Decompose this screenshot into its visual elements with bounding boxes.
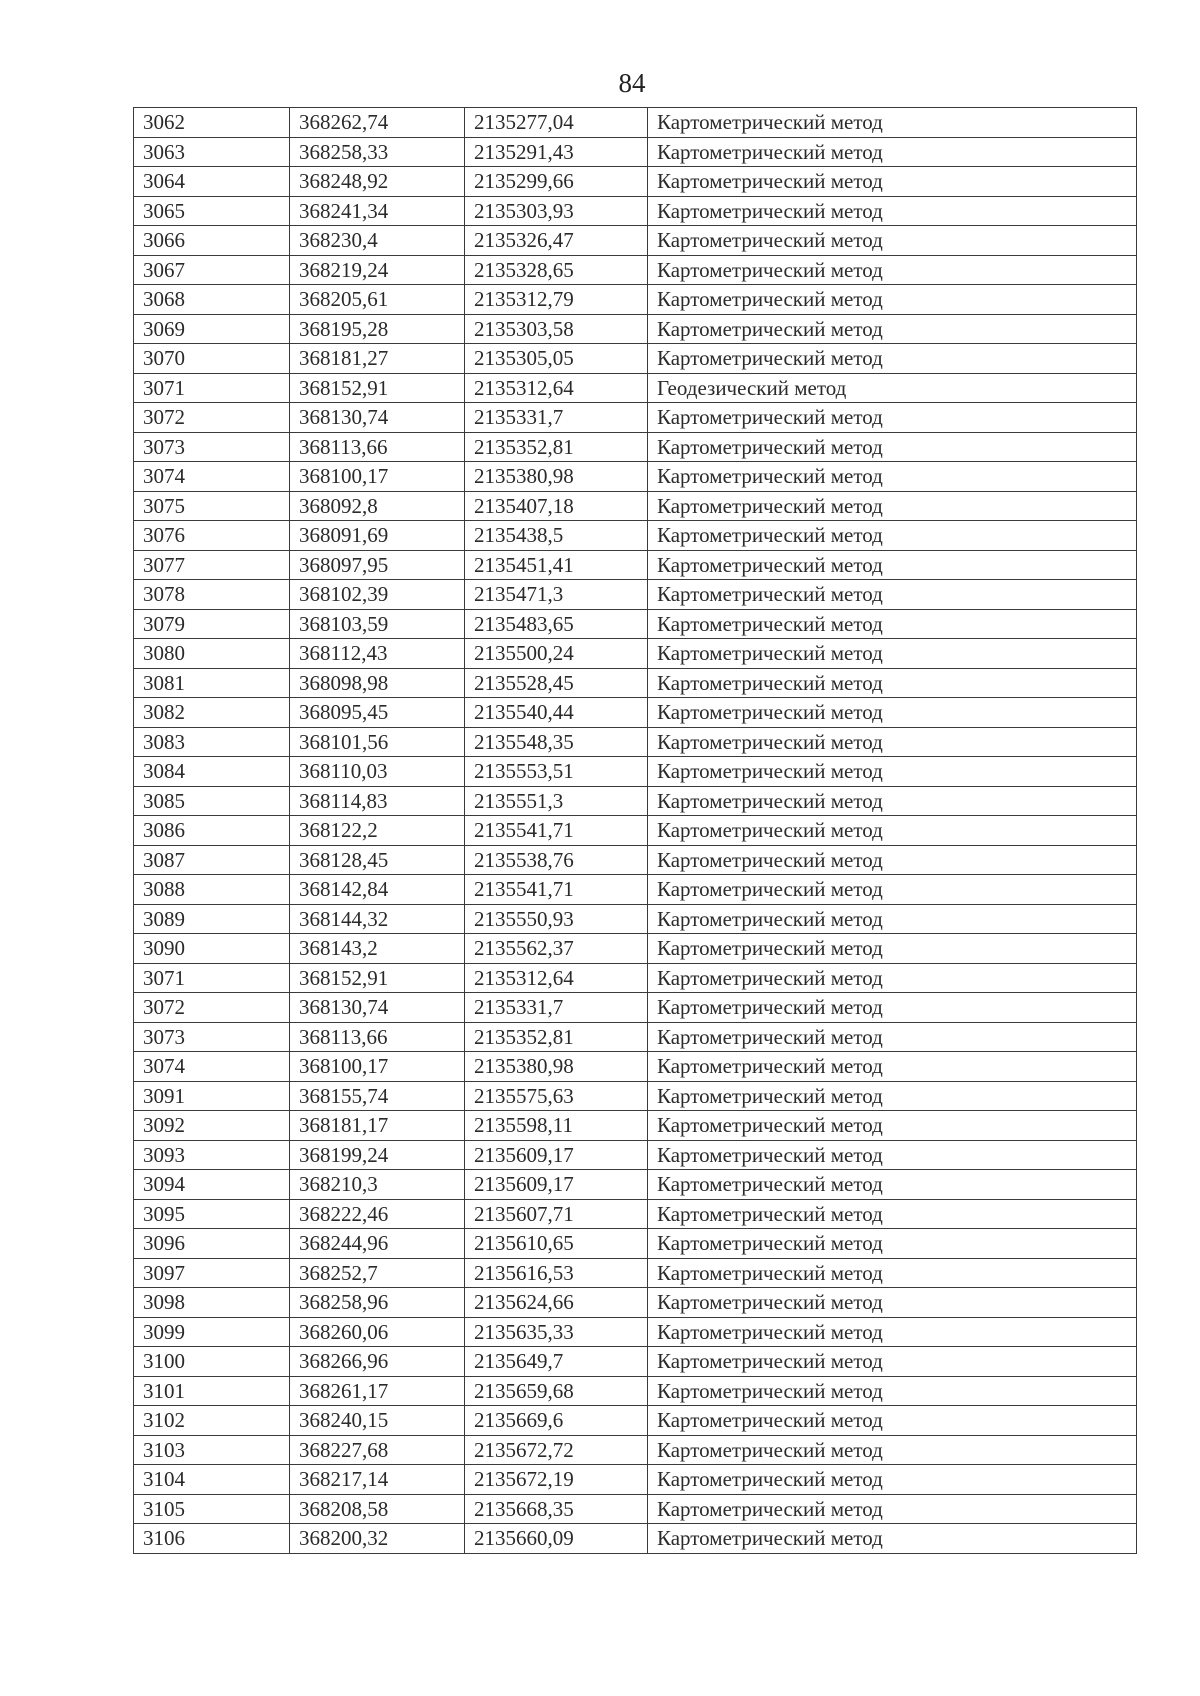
table-row (134, 314, 1137, 344)
x-coordinate-cell: 368143,2 (290, 934, 465, 964)
table-row (134, 491, 1137, 521)
method-cell: Картометрический метод (648, 1288, 1137, 1318)
y-coordinate-cell: 2135312,79 (465, 285, 648, 315)
y-coordinate-cell: 2135303,58 (465, 314, 648, 344)
method-cell: Картометрический метод (648, 1258, 1137, 1288)
method-cell: Картометрический метод (648, 698, 1137, 728)
y-coordinate-cell: 2135541,71 (465, 816, 648, 846)
x-coordinate-cell: 368091,69 (290, 521, 465, 551)
table-row (134, 285, 1137, 315)
x-coordinate-cell: 368208,58 (290, 1494, 465, 1524)
y-coordinate-cell: 2135672,72 (465, 1435, 648, 1465)
method-cell: Картометрический метод (648, 167, 1137, 197)
table-row (134, 609, 1137, 639)
point-number-cell: 3072 (134, 993, 290, 1023)
point-number-cell: 3097 (134, 1258, 290, 1288)
x-coordinate-cell: 368200,32 (290, 1524, 465, 1554)
y-coordinate-cell: 2135326,47 (465, 226, 648, 256)
method-cell: Картометрический метод (648, 934, 1137, 964)
point-number-cell: 3090 (134, 934, 290, 964)
table-row (134, 727, 1137, 757)
x-coordinate-cell: 368103,59 (290, 609, 465, 639)
table-row (134, 226, 1137, 256)
table-row (134, 639, 1137, 669)
method-cell: Картометрический метод (648, 757, 1137, 787)
method-cell: Картометрический метод (648, 786, 1137, 816)
table-row (134, 255, 1137, 285)
y-coordinate-cell: 2135649,7 (465, 1347, 648, 1377)
y-coordinate-cell: 2135635,33 (465, 1317, 648, 1347)
point-number-cell: 3069 (134, 314, 290, 344)
point-number-cell: 3078 (134, 580, 290, 610)
y-coordinate-cell: 2135471,3 (465, 580, 648, 610)
table-row (134, 875, 1137, 905)
method-cell: Картометрический метод (648, 1494, 1137, 1524)
y-coordinate-cell: 2135331,7 (465, 403, 648, 433)
y-coordinate-cell: 2135380,98 (465, 462, 648, 492)
table-row (134, 521, 1137, 551)
point-number-cell: 3081 (134, 668, 290, 698)
point-number-cell: 3103 (134, 1435, 290, 1465)
y-coordinate-cell: 2135609,17 (465, 1140, 648, 1170)
method-cell: Картометрический метод (648, 1376, 1137, 1406)
point-number-cell: 3100 (134, 1347, 290, 1377)
method-cell: Картометрический метод (648, 108, 1137, 138)
x-coordinate-cell: 368097,95 (290, 550, 465, 580)
point-number-cell: 3079 (134, 609, 290, 639)
x-coordinate-cell: 368181,27 (290, 344, 465, 374)
x-coordinate-cell: 368101,56 (290, 727, 465, 757)
y-coordinate-cell: 2135669,6 (465, 1406, 648, 1436)
point-number-cell: 3099 (134, 1317, 290, 1347)
x-coordinate-cell: 368100,17 (290, 462, 465, 492)
y-coordinate-cell: 2135312,64 (465, 963, 648, 993)
x-coordinate-cell: 368217,14 (290, 1465, 465, 1495)
y-coordinate-cell: 2135551,3 (465, 786, 648, 816)
point-number-cell: 3077 (134, 550, 290, 580)
method-cell: Картометрический метод (648, 1022, 1137, 1052)
y-coordinate-cell: 2135483,65 (465, 609, 648, 639)
y-coordinate-cell: 2135598,11 (465, 1111, 648, 1141)
x-coordinate-cell: 368252,7 (290, 1258, 465, 1288)
method-cell: Картометрический метод (648, 845, 1137, 875)
x-coordinate-cell: 368244,96 (290, 1229, 465, 1259)
method-cell: Картометрический метод (648, 904, 1137, 934)
method-cell: Картометрический метод (648, 1170, 1137, 1200)
method-cell: Картометрический метод (648, 1465, 1137, 1495)
table-row (134, 1229, 1137, 1259)
coordinates-table (133, 107, 1137, 1554)
table-row (134, 373, 1137, 403)
point-number-cell: 3096 (134, 1229, 290, 1259)
table-row (134, 757, 1137, 787)
x-coordinate-cell: 368266,96 (290, 1347, 465, 1377)
table-row (134, 904, 1137, 934)
point-number-cell: 3084 (134, 757, 290, 787)
point-number-cell: 3071 (134, 373, 290, 403)
table-row (134, 1170, 1137, 1200)
table-row (134, 1376, 1137, 1406)
y-coordinate-cell: 2135610,65 (465, 1229, 648, 1259)
point-number-cell: 3076 (134, 521, 290, 551)
y-coordinate-cell: 2135451,41 (465, 550, 648, 580)
method-cell: Картометрический метод (648, 1111, 1137, 1141)
table-row (134, 1435, 1137, 1465)
method-cell: Картометрический метод (648, 727, 1137, 757)
method-cell: Картометрический метод (648, 1406, 1137, 1436)
point-number-cell: 3064 (134, 167, 290, 197)
table-row (134, 196, 1137, 226)
point-number-cell: 3093 (134, 1140, 290, 1170)
y-coordinate-cell: 2135305,05 (465, 344, 648, 374)
method-cell: Картометрический метод (648, 314, 1137, 344)
table-row (134, 1465, 1137, 1495)
y-coordinate-cell: 2135538,76 (465, 845, 648, 875)
method-cell: Картометрический метод (648, 403, 1137, 433)
point-number-cell: 3101 (134, 1376, 290, 1406)
y-coordinate-cell: 2135352,81 (465, 432, 648, 462)
x-coordinate-cell: 368258,96 (290, 1288, 465, 1318)
point-number-cell: 3062 (134, 108, 290, 138)
x-coordinate-cell: 368098,98 (290, 668, 465, 698)
y-coordinate-cell: 2135438,5 (465, 521, 648, 551)
x-coordinate-cell: 368113,66 (290, 432, 465, 462)
method-cell: Картометрический метод (648, 993, 1137, 1023)
x-coordinate-cell: 368258,33 (290, 137, 465, 167)
x-coordinate-cell: 368195,28 (290, 314, 465, 344)
y-coordinate-cell: 2135328,65 (465, 255, 648, 285)
point-number-cell: 3068 (134, 285, 290, 315)
method-cell: Картометрический метод (648, 1347, 1137, 1377)
table-row (134, 1258, 1137, 1288)
table-row (134, 698, 1137, 728)
method-cell: Картометрический метод (648, 1435, 1137, 1465)
y-coordinate-cell: 2135672,19 (465, 1465, 648, 1495)
y-coordinate-cell: 2135609,17 (465, 1170, 648, 1200)
y-coordinate-cell: 2135331,7 (465, 993, 648, 1023)
method-cell: Картометрический метод (648, 1199, 1137, 1229)
point-number-cell: 3087 (134, 845, 290, 875)
x-coordinate-cell: 368130,74 (290, 403, 465, 433)
y-coordinate-cell: 2135299,66 (465, 167, 648, 197)
x-coordinate-cell: 368222,46 (290, 1199, 465, 1229)
x-coordinate-cell: 368128,45 (290, 845, 465, 875)
method-cell: Картометрический метод (648, 1081, 1137, 1111)
point-number-cell: 3073 (134, 1022, 290, 1052)
method-cell: Картометрический метод (648, 196, 1137, 226)
method-cell: Картометрический метод (648, 432, 1137, 462)
coordinates-table-body (134, 108, 1137, 1554)
method-cell: Картометрический метод (648, 521, 1137, 551)
y-coordinate-cell: 2135624,66 (465, 1288, 648, 1318)
table-row (134, 550, 1137, 580)
x-coordinate-cell: 368210,3 (290, 1170, 465, 1200)
table-row (134, 1199, 1137, 1229)
method-cell: Картометрический метод (648, 668, 1137, 698)
table-row (134, 1494, 1137, 1524)
point-number-cell: 3074 (134, 1052, 290, 1082)
y-coordinate-cell: 2135548,35 (465, 727, 648, 757)
y-coordinate-cell: 2135277,04 (465, 108, 648, 138)
y-coordinate-cell: 2135553,51 (465, 757, 648, 787)
y-coordinate-cell: 2135528,45 (465, 668, 648, 698)
table-row (134, 1022, 1137, 1052)
point-number-cell: 3075 (134, 491, 290, 521)
x-coordinate-cell: 368100,17 (290, 1052, 465, 1082)
point-number-cell: 3065 (134, 196, 290, 226)
x-coordinate-cell: 368152,91 (290, 963, 465, 993)
x-coordinate-cell: 368114,83 (290, 786, 465, 816)
method-cell: Картометрический метод (648, 875, 1137, 905)
table-row (134, 344, 1137, 374)
y-coordinate-cell: 2135660,09 (465, 1524, 648, 1554)
point-number-cell: 3094 (134, 1170, 290, 1200)
point-number-cell: 3066 (134, 226, 290, 256)
method-cell: Картометрический метод (648, 1229, 1137, 1259)
point-number-cell: 3083 (134, 727, 290, 757)
method-cell: Картометрический метод (648, 255, 1137, 285)
y-coordinate-cell: 2135541,71 (465, 875, 648, 905)
x-coordinate-cell: 368260,06 (290, 1317, 465, 1347)
x-coordinate-cell: 368219,24 (290, 255, 465, 285)
method-cell: Картометрический метод (648, 1052, 1137, 1082)
x-coordinate-cell: 368261,17 (290, 1376, 465, 1406)
table-row (134, 963, 1137, 993)
point-number-cell: 3085 (134, 786, 290, 816)
table-row (134, 816, 1137, 846)
table-row (134, 1111, 1137, 1141)
x-coordinate-cell: 368155,74 (290, 1081, 465, 1111)
y-coordinate-cell: 2135312,64 (465, 373, 648, 403)
point-number-cell: 3063 (134, 137, 290, 167)
x-coordinate-cell: 368113,66 (290, 1022, 465, 1052)
x-coordinate-cell: 368095,45 (290, 698, 465, 728)
x-coordinate-cell: 368199,24 (290, 1140, 465, 1170)
point-number-cell: 3073 (134, 432, 290, 462)
point-number-cell: 3095 (134, 1199, 290, 1229)
point-number-cell: 3080 (134, 639, 290, 669)
method-cell: Картометрический метод (648, 344, 1137, 374)
method-cell: Картометрический метод (648, 1317, 1137, 1347)
y-coordinate-cell: 2135659,68 (465, 1376, 648, 1406)
method-cell: Картометрический метод (648, 491, 1137, 521)
table-row (134, 1052, 1137, 1082)
table-row (134, 1140, 1137, 1170)
x-coordinate-cell: 368227,68 (290, 1435, 465, 1465)
method-cell: Картометрический метод (648, 963, 1137, 993)
table-row (134, 786, 1137, 816)
y-coordinate-cell: 2135607,71 (465, 1199, 648, 1229)
x-coordinate-cell: 368110,03 (290, 757, 465, 787)
table-row (134, 167, 1137, 197)
y-coordinate-cell: 2135668,35 (465, 1494, 648, 1524)
method-cell: Картометрический метод (648, 639, 1137, 669)
y-coordinate-cell: 2135380,98 (465, 1052, 648, 1082)
table-row (134, 432, 1137, 462)
point-number-cell: 3082 (134, 698, 290, 728)
point-number-cell: 3088 (134, 875, 290, 905)
y-coordinate-cell: 2135407,18 (465, 491, 648, 521)
point-number-cell: 3070 (134, 344, 290, 374)
table-row (134, 403, 1137, 433)
method-cell: Геодезический метод (648, 373, 1137, 403)
point-number-cell: 3092 (134, 1111, 290, 1141)
y-coordinate-cell: 2135575,63 (465, 1081, 648, 1111)
point-number-cell: 3106 (134, 1524, 290, 1554)
y-coordinate-cell: 2135303,93 (465, 196, 648, 226)
y-coordinate-cell: 2135291,43 (465, 137, 648, 167)
x-coordinate-cell: 368130,74 (290, 993, 465, 1023)
x-coordinate-cell: 368262,74 (290, 108, 465, 138)
y-coordinate-cell: 2135550,93 (465, 904, 648, 934)
table-row (134, 1317, 1137, 1347)
method-cell: Картометрический метод (648, 462, 1137, 492)
x-coordinate-cell: 368122,2 (290, 816, 465, 846)
y-coordinate-cell: 2135352,81 (465, 1022, 648, 1052)
x-coordinate-cell: 368112,43 (290, 639, 465, 669)
x-coordinate-cell: 368230,4 (290, 226, 465, 256)
x-coordinate-cell: 368092,8 (290, 491, 465, 521)
point-number-cell: 3102 (134, 1406, 290, 1436)
table-row (134, 1081, 1137, 1111)
table-row (134, 108, 1137, 138)
x-coordinate-cell: 368142,84 (290, 875, 465, 905)
method-cell: Картометрический метод (648, 580, 1137, 610)
method-cell: Картометрический метод (648, 226, 1137, 256)
method-cell: Картометрический метод (648, 609, 1137, 639)
point-number-cell: 3091 (134, 1081, 290, 1111)
y-coordinate-cell: 2135540,44 (465, 698, 648, 728)
y-coordinate-cell: 2135616,53 (465, 1258, 648, 1288)
table-row (134, 1347, 1137, 1377)
point-number-cell: 3072 (134, 403, 290, 433)
method-cell: Картометрический метод (648, 1140, 1137, 1170)
table-row (134, 668, 1137, 698)
table-row (134, 462, 1137, 492)
table-row (134, 1288, 1137, 1318)
table-row (134, 1406, 1137, 1436)
table-row (134, 137, 1137, 167)
method-cell: Картометрический метод (648, 1524, 1137, 1554)
page-number: 84 (618, 68, 646, 98)
point-number-cell: 3086 (134, 816, 290, 846)
method-cell: Картометрический метод (648, 137, 1137, 167)
table-row (134, 993, 1137, 1023)
point-number-cell: 3071 (134, 963, 290, 993)
point-number-cell: 3074 (134, 462, 290, 492)
method-cell: Картометрический метод (648, 285, 1137, 315)
x-coordinate-cell: 368152,91 (290, 373, 465, 403)
table-row (134, 580, 1137, 610)
x-coordinate-cell: 368144,32 (290, 904, 465, 934)
y-coordinate-cell: 2135500,24 (465, 639, 648, 669)
x-coordinate-cell: 368241,34 (290, 196, 465, 226)
point-number-cell: 3104 (134, 1465, 290, 1495)
table-row (134, 934, 1137, 964)
x-coordinate-cell: 368102,39 (290, 580, 465, 610)
y-coordinate-cell: 2135562,37 (465, 934, 648, 964)
point-number-cell: 3098 (134, 1288, 290, 1318)
x-coordinate-cell: 368205,61 (290, 285, 465, 315)
point-number-cell: 3067 (134, 255, 290, 285)
method-cell: Картометрический метод (648, 550, 1137, 580)
method-cell: Картометрический метод (648, 816, 1137, 846)
point-number-cell: 3105 (134, 1494, 290, 1524)
x-coordinate-cell: 368248,92 (290, 167, 465, 197)
point-number-cell: 3089 (134, 904, 290, 934)
x-coordinate-cell: 368181,17 (290, 1111, 465, 1141)
x-coordinate-cell: 368240,15 (290, 1406, 465, 1436)
table-row (134, 1524, 1137, 1554)
table-row (134, 845, 1137, 875)
